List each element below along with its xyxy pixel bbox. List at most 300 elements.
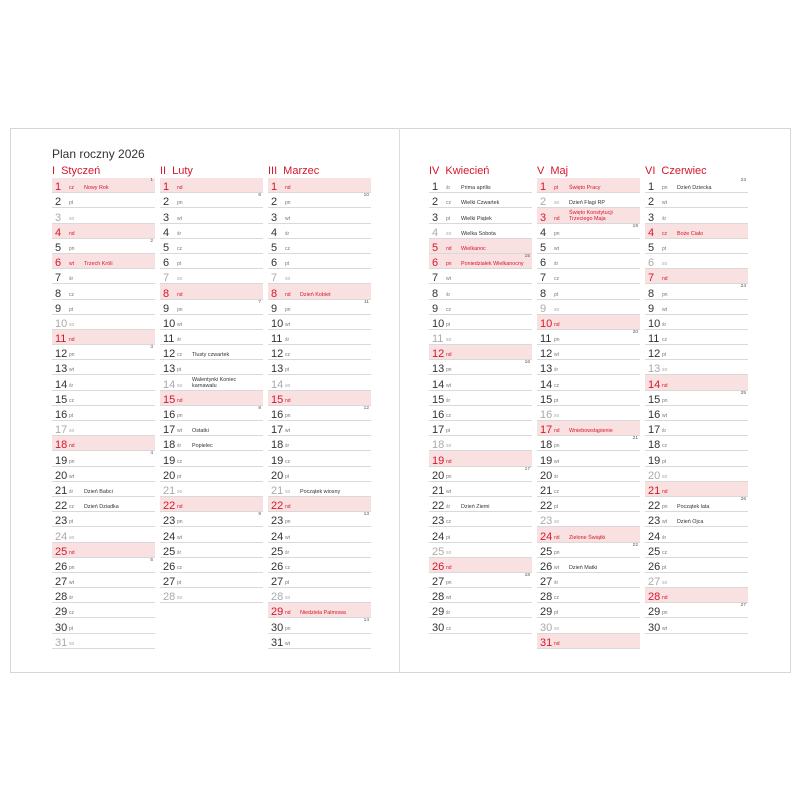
day-row[interactable]: [160, 178, 263, 193]
day-row[interactable]: [52, 178, 155, 193]
day-row[interactable]: [537, 224, 640, 239]
week-number: 3: [150, 345, 153, 351]
weekday-abbr: cz: [662, 337, 667, 344]
day-row[interactable]: [429, 482, 532, 497]
day-row[interactable]: [268, 239, 371, 254]
day-row[interactable]: [537, 254, 640, 269]
day-row[interactable]: [268, 208, 371, 223]
day-row[interactable]: [429, 224, 532, 239]
day-row[interactable]: [429, 497, 532, 512]
day-row[interactable]: [537, 269, 640, 284]
weekday-abbr: pn: [285, 200, 291, 207]
weekday-abbr: cz: [285, 245, 290, 252]
day-list: [52, 178, 155, 649]
day-list: [537, 178, 640, 649]
day-row[interactable]: [645, 558, 748, 573]
day-row[interactable]: [429, 208, 532, 223]
day-row[interactable]: [645, 330, 748, 345]
day-row[interactable]: [160, 482, 263, 497]
day-number: 15: [540, 393, 553, 406]
week-number: 12: [363, 405, 369, 411]
day-row[interactable]: [537, 543, 640, 558]
day-row[interactable]: [645, 254, 748, 269]
day-row[interactable]: [537, 482, 640, 497]
day-row[interactable]: [268, 284, 371, 299]
day-row[interactable]: [645, 224, 748, 239]
day-row[interactable]: [52, 193, 155, 208]
weekday-abbr: śr: [662, 534, 667, 541]
day-number: 23: [271, 515, 284, 528]
day-row[interactable]: [645, 239, 748, 254]
day-row[interactable]: [268, 512, 371, 527]
day-row[interactable]: [52, 284, 155, 299]
day-number: 28: [271, 591, 284, 604]
day-row[interactable]: [160, 467, 263, 482]
week-number: 7: [258, 299, 261, 305]
day-row[interactable]: [429, 360, 532, 375]
weekday-abbr: wt: [554, 352, 559, 359]
day-number: 28: [540, 591, 553, 604]
day-row[interactable]: [52, 588, 155, 603]
day-row[interactable]: [537, 436, 640, 451]
day-row[interactable]: [429, 527, 532, 542]
day-number: 14: [648, 378, 661, 391]
day-row[interactable]: [429, 254, 532, 269]
day-note: Wniebowstąpienie: [569, 428, 613, 435]
day-number: 21: [55, 484, 68, 497]
day-number: 22: [55, 500, 68, 513]
day-row[interactable]: [429, 603, 532, 618]
day-row[interactable]: [52, 527, 155, 542]
day-number: 25: [432, 545, 445, 558]
day-row[interactable]: [429, 239, 532, 254]
day-row[interactable]: [160, 497, 263, 512]
day-row[interactable]: [645, 269, 748, 284]
day-row[interactable]: [268, 300, 371, 315]
day-row[interactable]: [160, 391, 263, 406]
day-row[interactable]: [645, 527, 748, 542]
day-row[interactable]: [268, 543, 371, 558]
day-row[interactable]: [160, 512, 263, 527]
weekday-abbr: pt: [554, 185, 559, 192]
week-number: 26: [740, 496, 746, 502]
weekday-abbr: śr: [177, 337, 182, 344]
day-row[interactable]: [537, 239, 640, 254]
day-row[interactable]: [268, 375, 371, 390]
day-row[interactable]: [537, 375, 640, 390]
day-number: 5: [55, 241, 62, 254]
week-number: 19: [632, 223, 638, 229]
weekday-abbr: pt: [69, 413, 74, 419]
day-row[interactable]: [645, 588, 748, 603]
day-number: 13: [271, 363, 284, 376]
day-row[interactable]: [645, 360, 748, 375]
day-row[interactable]: [52, 239, 155, 254]
day-row[interactable]: [537, 208, 640, 223]
day-row[interactable]: [645, 451, 748, 466]
day-row[interactable]: [429, 330, 532, 345]
weekday-abbr: wt: [69, 367, 74, 374]
weekday-abbr: śr: [177, 230, 182, 237]
day-row[interactable]: [537, 558, 640, 573]
day-row[interactable]: [268, 269, 371, 284]
day-row[interactable]: [429, 284, 532, 299]
day-row[interactable]: [160, 360, 263, 375]
day-row[interactable]: [52, 558, 155, 573]
day-number: 17: [432, 424, 445, 437]
day-row[interactable]: [52, 391, 155, 406]
day-row[interactable]: [429, 558, 532, 573]
day-row[interactable]: [52, 315, 155, 330]
day-row[interactable]: [52, 573, 155, 588]
weekday-abbr: cz: [69, 397, 74, 404]
weekday-abbr: pt: [177, 580, 182, 587]
weekday-abbr: so: [446, 443, 452, 450]
weekday-abbr: wt: [662, 413, 667, 419]
day-row[interactable]: [160, 300, 263, 315]
day-number: 15: [432, 393, 445, 406]
day-row[interactable]: [537, 330, 640, 345]
day-row[interactable]: [645, 345, 748, 360]
day-row[interactable]: [268, 603, 371, 618]
weekday-abbr: cz: [285, 564, 290, 571]
day-row[interactable]: [429, 436, 532, 451]
day-row[interactable]: [645, 406, 748, 421]
weekday-abbr: wt: [69, 580, 74, 587]
day-row[interactable]: [160, 406, 263, 421]
day-row[interactable]: [52, 451, 155, 466]
day-number: 3: [540, 211, 547, 224]
day-number: 12: [163, 348, 176, 361]
day-row[interactable]: [645, 208, 748, 223]
day-note: Walentynki Koniec karnawału: [192, 377, 237, 390]
day-row[interactable]: [429, 467, 532, 482]
day-row[interactable]: [645, 543, 748, 558]
day-row[interactable]: [645, 603, 748, 618]
day-row[interactable]: [268, 360, 371, 375]
day-row[interactable]: [537, 618, 640, 633]
day-row[interactable]: [537, 391, 640, 406]
day-row[interactable]: [52, 300, 155, 315]
day-number: 30: [540, 621, 553, 634]
day-row[interactable]: [537, 603, 640, 618]
weekday-abbr: nd: [446, 245, 452, 252]
weekday-abbr: śr: [554, 367, 559, 374]
day-row[interactable]: [52, 603, 155, 618]
day-row[interactable]: [429, 512, 532, 527]
day-note: Niedziela Palmowa: [300, 610, 346, 617]
day-number: 19: [432, 454, 445, 467]
day-row[interactable]: [52, 467, 155, 482]
week-number: 25: [740, 390, 746, 396]
weekday-abbr: cz: [554, 382, 559, 389]
week-number: 14: [363, 618, 369, 624]
weekday-abbr: cz: [69, 185, 74, 192]
day-row[interactable]: [268, 330, 371, 345]
day-row[interactable]: [645, 482, 748, 497]
day-row[interactable]: [537, 573, 640, 588]
weekday-abbr: nd: [554, 215, 560, 222]
day-note: Wielki Piątek: [461, 215, 492, 222]
day-row[interactable]: [52, 360, 155, 375]
day-number: 1: [648, 181, 655, 194]
weekday-abbr: nd: [285, 291, 291, 298]
day-row[interactable]: [160, 345, 263, 360]
day-number: 23: [163, 515, 176, 528]
day-number: 24: [163, 530, 176, 543]
weekday-abbr: nd: [446, 458, 452, 465]
day-row[interactable]: [429, 573, 532, 588]
day-row[interactable]: [268, 467, 371, 482]
day-row[interactable]: [537, 421, 640, 436]
day-number: 31: [540, 636, 553, 649]
day-row[interactable]: [645, 512, 748, 527]
day-row[interactable]: [160, 208, 263, 223]
weekday-abbr: so: [177, 382, 183, 389]
day-row[interactable]: [52, 330, 155, 345]
day-number: 16: [271, 409, 284, 421]
week-number: 6: [258, 193, 261, 199]
month-name: Czerwiec: [661, 165, 707, 177]
day-row[interactable]: [52, 406, 155, 421]
day-row[interactable]: [160, 375, 263, 390]
day-number: 15: [648, 393, 661, 406]
day-row[interactable]: [429, 178, 532, 193]
week-number: 5: [150, 557, 153, 563]
day-number: 25: [648, 545, 661, 558]
day-row[interactable]: [52, 421, 155, 436]
day-row[interactable]: [429, 451, 532, 466]
weekday-abbr: wt: [446, 488, 451, 495]
day-row[interactable]: [52, 269, 155, 284]
day-row[interactable]: [429, 300, 532, 315]
weekday-abbr: so: [69, 534, 75, 541]
weekday-abbr: pn: [285, 413, 291, 419]
day-row[interactable]: [52, 254, 155, 269]
weekday-abbr: cz: [554, 276, 559, 283]
day-number: 17: [271, 424, 284, 437]
day-row[interactable]: [268, 558, 371, 573]
day-row[interactable]: [52, 224, 155, 239]
day-row[interactable]: [429, 345, 532, 360]
day-row[interactable]: [268, 634, 371, 649]
day-row[interactable]: [268, 315, 371, 330]
weekday-abbr: wt: [69, 261, 74, 268]
day-number: 4: [432, 226, 439, 239]
day-row[interactable]: [537, 512, 640, 527]
day-row[interactable]: [160, 588, 263, 603]
weekday-abbr: so: [285, 382, 291, 389]
month-name: Marzec: [283, 165, 320, 177]
day-number: 24: [432, 530, 445, 543]
day-row[interactable]: [52, 436, 155, 451]
day-row[interactable]: [160, 284, 263, 299]
day-row[interactable]: [268, 573, 371, 588]
day-row[interactable]: [537, 178, 640, 193]
day-row[interactable]: [268, 406, 371, 421]
weekday-abbr: pn: [662, 185, 668, 192]
day-row[interactable]: [537, 467, 640, 482]
day-row[interactable]: [645, 315, 748, 330]
weekday-abbr: śr: [446, 185, 451, 192]
day-row[interactable]: [160, 451, 263, 466]
day-row[interactable]: [645, 497, 748, 512]
weekday-abbr: pn: [69, 564, 75, 571]
day-note: Święto Konstytucji Trzeciego Maja: [569, 210, 613, 222]
weekday-abbr: cz: [177, 458, 182, 465]
month-heading: [268, 164, 371, 178]
day-row[interactable]: [429, 193, 532, 208]
weekday-abbr: śr: [554, 261, 559, 268]
day-row[interactable]: [160, 330, 263, 345]
day-row[interactable]: [429, 375, 532, 390]
day-row[interactable]: [645, 573, 748, 588]
day-row[interactable]: [429, 391, 532, 406]
day-row[interactable]: [645, 193, 748, 208]
day-number: 2: [163, 196, 170, 209]
day-row[interactable]: [52, 543, 155, 558]
day-row[interactable]: [160, 421, 263, 436]
day-row[interactable]: [52, 497, 155, 512]
day-row[interactable]: [160, 315, 263, 330]
day-number: 2: [432, 196, 439, 209]
day-row[interactable]: [160, 239, 263, 254]
day-number: 20: [540, 469, 553, 482]
day-row[interactable]: [268, 345, 371, 360]
day-note: Zielone Świątki: [569, 534, 606, 541]
weekday-abbr: pt: [285, 473, 290, 480]
day-row[interactable]: [537, 634, 640, 649]
day-number: 19: [271, 454, 284, 467]
day-row[interactable]: [429, 269, 532, 284]
day-row[interactable]: [160, 573, 263, 588]
day-row[interactable]: [52, 208, 155, 223]
day-number: 1: [271, 181, 278, 194]
day-row[interactable]: [645, 284, 748, 299]
day-row[interactable]: [537, 284, 640, 299]
weekday-abbr: pn: [69, 352, 75, 359]
day-row[interactable]: [160, 269, 263, 284]
day-row[interactable]: [645, 391, 748, 406]
day-row[interactable]: [268, 618, 371, 633]
weekday-abbr: cz: [285, 352, 290, 359]
day-row[interactable]: [268, 193, 371, 208]
weekday-abbr: so: [554, 413, 560, 419]
day-row[interactable]: [429, 588, 532, 603]
weekday-abbr: pn: [446, 261, 452, 268]
day-row[interactable]: [160, 558, 263, 573]
day-number: 16: [648, 409, 661, 421]
day-row[interactable]: [645, 421, 748, 436]
day-row[interactable]: [160, 224, 263, 239]
day-row[interactable]: [645, 467, 748, 482]
weekday-abbr: śr: [285, 549, 290, 556]
day-row[interactable]: [537, 527, 640, 542]
day-number: 27: [540, 576, 553, 589]
day-number: 20: [55, 469, 68, 482]
day-row[interactable]: [268, 224, 371, 239]
day-row[interactable]: [160, 254, 263, 269]
day-row[interactable]: [537, 345, 640, 360]
day-row[interactable]: [268, 436, 371, 451]
month-heading: [645, 164, 748, 178]
day-number: 11: [432, 333, 444, 346]
day-row[interactable]: [429, 315, 532, 330]
day-row[interactable]: [537, 451, 640, 466]
day-row[interactable]: [268, 421, 371, 436]
weekday-abbr: śr: [446, 397, 451, 404]
day-row[interactable]: [52, 345, 155, 360]
day-list: [645, 178, 748, 634]
day-row[interactable]: [645, 300, 748, 315]
day-row[interactable]: [268, 588, 371, 603]
day-row[interactable]: [160, 193, 263, 208]
weekday-abbr: pt: [446, 215, 451, 222]
day-row[interactable]: [537, 315, 640, 330]
day-row[interactable]: [268, 497, 371, 512]
day-row[interactable]: [52, 375, 155, 390]
day-note: Boże Ciało: [677, 230, 704, 237]
day-row[interactable]: [645, 618, 748, 633]
day-number: 28: [432, 591, 445, 604]
day-row[interactable]: [160, 543, 263, 558]
day-row[interactable]: [52, 482, 155, 497]
day-row[interactable]: [268, 451, 371, 466]
day-number: 16: [55, 409, 68, 421]
weekday-abbr: cz: [662, 443, 667, 450]
day-row[interactable]: [429, 618, 532, 633]
weekday-abbr: śr: [662, 321, 667, 328]
day-row[interactable]: [645, 436, 748, 451]
day-row[interactable]: [268, 482, 371, 497]
weekday-abbr: cz: [554, 595, 559, 602]
day-row[interactable]: [268, 391, 371, 406]
weekday-abbr: pn: [285, 306, 291, 313]
day-number: 30: [271, 621, 284, 634]
day-number: 5: [432, 241, 439, 254]
day-number: 30: [55, 621, 68, 634]
day-row[interactable]: [429, 543, 532, 558]
weekday-abbr: so: [662, 261, 668, 268]
day-row[interactable]: [268, 527, 371, 542]
day-row[interactable]: [645, 375, 748, 390]
day-row[interactable]: [268, 178, 371, 193]
day-row[interactable]: [52, 634, 155, 649]
day-row[interactable]: [52, 618, 155, 633]
day-row[interactable]: [645, 178, 748, 193]
day-row[interactable]: [160, 527, 263, 542]
day-number: 11: [540, 333, 552, 346]
day-row[interactable]: [429, 421, 532, 436]
day-row[interactable]: [537, 360, 640, 375]
day-row[interactable]: [160, 436, 263, 451]
day-row[interactable]: [537, 588, 640, 603]
weekday-abbr: cz: [554, 488, 559, 495]
weekday-abbr: so: [446, 337, 452, 344]
day-row[interactable]: [429, 406, 532, 421]
day-row[interactable]: [537, 300, 640, 315]
day-row[interactable]: [268, 254, 371, 269]
day-row[interactable]: [537, 497, 640, 512]
day-row[interactable]: [52, 512, 155, 527]
day-note: Trzech Króli: [84, 261, 113, 268]
weekday-abbr: pt: [554, 397, 559, 404]
week-number: 16: [524, 360, 530, 366]
day-row[interactable]: [537, 406, 640, 421]
day-number: 8: [648, 287, 655, 300]
day-number: 11: [648, 333, 660, 346]
day-row[interactable]: [537, 193, 640, 208]
